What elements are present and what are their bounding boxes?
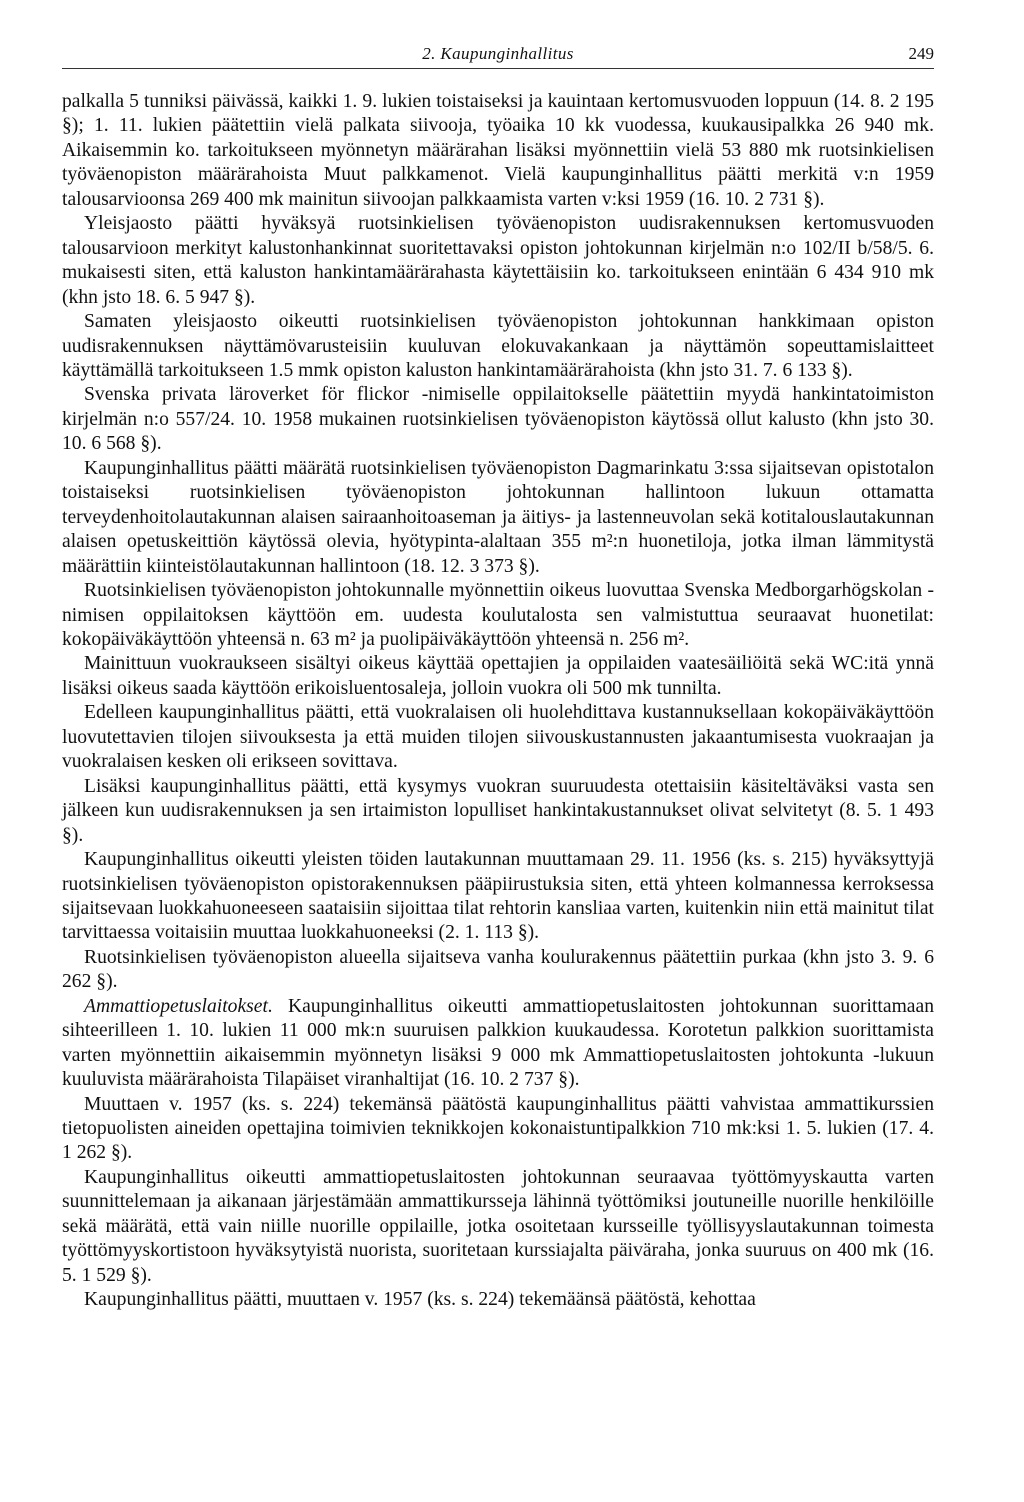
page-number: 249 bbox=[908, 44, 934, 63]
paragraph: Mainittuun vuokraukseen sisältyi oikeus käyttää opettajien ja oppilaiden vaatesäiliöitä sekä WC:itä ynnä lisäksi oikeus saada käyttöön erikoisluentosaleja, jolloin vuokra oli 500 mk tunnilta. bbox=[62, 653, 934, 699]
paragraph-section-ammattiopetus bbox=[62, 995, 934, 1093]
chapter-title: 2. Kaupunginhallitus bbox=[422, 44, 574, 63]
paragraph: Kaupunginhallitus oikeutti yleisten töiden lautakunnan muuttamaan 29. 11. 1956 (ks. s. 215) hyväksyttyjä ruotsinkielisen työväenopiston opistorakennuksen pääpiirustuksia siten, että yhteen kolmannessa kerroksessa sijaitsevaan luokkahuoneeseen saataisiin sijoittaa tilat rehtorin kansliaa varten, kuitenkin niin että mainitut tilat tarvittaessa voitaisiin muuttaa luokkahuoneeksi (2. 1. 113 §). bbox=[62, 849, 934, 944]
paragraph: Kaupunginhallitus oikeutti ammattiopetuslaitosten johtokunnan seuraavaa työttömyyskautta varten suunnittelemaan ja aikanaan järjestämään ammattikursseja lähinnä työttömiksi joutuneille nuorille henkilöille sekä määrätä, että vain niille nuorille oppilaille, jotka osoitetaan kursseille työllisyyslautakunnan toimesta työttömyyskortistoon hyväksytyistä nuorista, suoritetaan kurssiajalta päiväraha, jonka suuruus on 400 mk (16. 5. 1 529 §). bbox=[62, 1166, 934, 1286]
paragraph: Muuttaen v. 1957 (ks. s. 224) tekemänsä päätöstä kaupunginhallitus päätti vahvistaa ammattikurssien tietopuolisten aineiden opettajina toimivien teknikkojen kokonaistuntipalkkion 710 mk:ksi 1. 5. lukien (17. 4. 1 262 §). bbox=[62, 1093, 934, 1164]
paragraph: Ruotsinkielisen työväenopiston johtokunnalle myönnettiin oikeus luovuttaa Svenska Medborgarhögskolan -nimisen oppilaitoksen käyttöön em. uudesta koulutalosta sen valmistuttua seuraavat huonetilat: kokopäiväkäyttöön yhteensä n. 63 m² ja puolipäiväkäyttöön yhteensä n. 256 m². bbox=[62, 580, 934, 650]
paragraph: Kaupunginhallitus päätti, muuttaen v. 1957 (ks. s. 224) tekemäänsä päätöstä, kehottaa bbox=[84, 1289, 756, 1311]
paragraph: Edelleen kaupunginhallitus päätti, että vuokralaisen oli huolehdittava kustannuksellaan kokopäiväkäyttöön luovutettavien tilojen siivouksesta ja että muiden tilojen siivouskustannusten jakaantumisesta vuokraajan ja vuokralaisen kesken oli erikseen sovittava. bbox=[62, 702, 934, 773]
document-page bbox=[62, 0, 934, 1313]
paragraph: Samaten yleisjaosto oikeutti ruotsinkielisen työväenopiston johtokunnan hankkimaan opiston uudisrakennuksen näyttämövarusteisiin kuuluvan elokuvakankaan ja näyttämön sopeuttamislaitteet käyttämällä tarkoitukseen 1.5 mmk opiston kaluston hankintamäärärahoista (khn jsto 31. 7. 6 133 §). bbox=[62, 311, 934, 381]
section-heading: Ammattiopetuslaitokset. bbox=[84, 995, 273, 1017]
paragraph: Svenska privata läroverket för flickor -nimiselle oppilaitokselle päätettiin myydä hankintatoimiston kirjelmän n:o 557/24. 10. 1958 mukainen ruotsinkielisen työväenopiston käytössä ollut kalusto (khn jsto 30. 10. 6 568 §). bbox=[62, 384, 934, 455]
paragraph: Yleisjaosto päätti hyväksyä ruotsinkielisen työväenopiston uudisrakennuksen kertomusvuoden talousarvioon merkityt kalustonhankinnat suoritettavaksi opiston johtokunnan kirjelmän n:o 102/II b/58/5. 6. mukaisesti siten, että kaluston hankintamäärärahasta käytettäisiin ko. tarkoitukseen enintään 6 434 910 mk (khn jsto 18. 6. 5 947 §). bbox=[62, 213, 934, 308]
paragraph-text: Kaupunginhallitus oikeutti ammattiopetuslaitosten johtokunnan suorittamaan sihteerilleen 1. 10. lukien 11 000 mk:n suuruisen palkkion kuukaudessa. Korotetun palkkion suorittamista varten myönnettiin aikaisemmin myönnetyn lisäksi 9 000 mk Ammattiopetuslaitosten johtokunta -lukuun kuuluvista määrärahoista Tilapäiset viranhaltijat (16. 10. 2 737 §). bbox=[62, 995, 934, 1091]
running-header bbox=[62, 0, 934, 68]
paragraph: Kaupunginhallitus päätti määrätä ruotsinkielisen työväenopiston Dagmarinkatu 3:ssa sijaitsevan opistotalon toistaiseksi ruotsinkielisen työväenopiston johtokunnan hallintoon lukuun ottamatta terveydenhoitolautakunnan alaisen sairaanhoitoaseman ja äitiys- ja lastenneuvolan sekä kotitalouslautakunnan alaisen opetuskeittiön käytössä olevia, hyötypinta-alaltaan 355 m²:n huonetiloja, jotka ilman lämmitystä määrättiin kiinteistölautakunnan hallintoon (18. 12. 3 373 §). bbox=[62, 457, 934, 577]
paragraph: Ruotsinkielisen työväenopiston alueella sijaitseva vanha koulurakennus päätettiin purkaa (khn jsto 3. 9. 6 262 §). bbox=[62, 946, 934, 993]
paragraph: Lisäksi kaupunginhallitus päätti, että kysymys vuokran suuruudesta otettaisiin käsiteltäväksi vasta sen jälkeen kun uudisrakennuksen ja sen irtaimiston lopulliset hankintakustannukset olivat selvitetyt (8. 5. 1 493 §). bbox=[62, 775, 934, 846]
paragraph: palkalla 5 tunniksi päivässä, kaikki 1. 9. lukien toistaiseksi ja kauintaan kertomusvuoden loppuun (14. 8. 2 195 §); 1. 11. lukien päätettiin vielä palkata siivooja, työaika 10 kk vuodessa, kuukausipalkka 26 940 mk. Aikaisemmin ko. tarkoitukseen myönnetyn määrärahan lisäksi myönnettiin vielä 53 880 mk ruotsinkielisen työväenopiston määrärahoista Muut palkkamenot. Vielä kaupunginhallitus päätti merkitä v:n 1959 talousarvioonsa 269 400 mk mainitun siivoojan palkkaamista varten v:ksi 1959 (16. 10. 2 731 §). bbox=[62, 91, 934, 210]
body-text bbox=[62, 90, 934, 1313]
header-rule bbox=[62, 68, 934, 69]
